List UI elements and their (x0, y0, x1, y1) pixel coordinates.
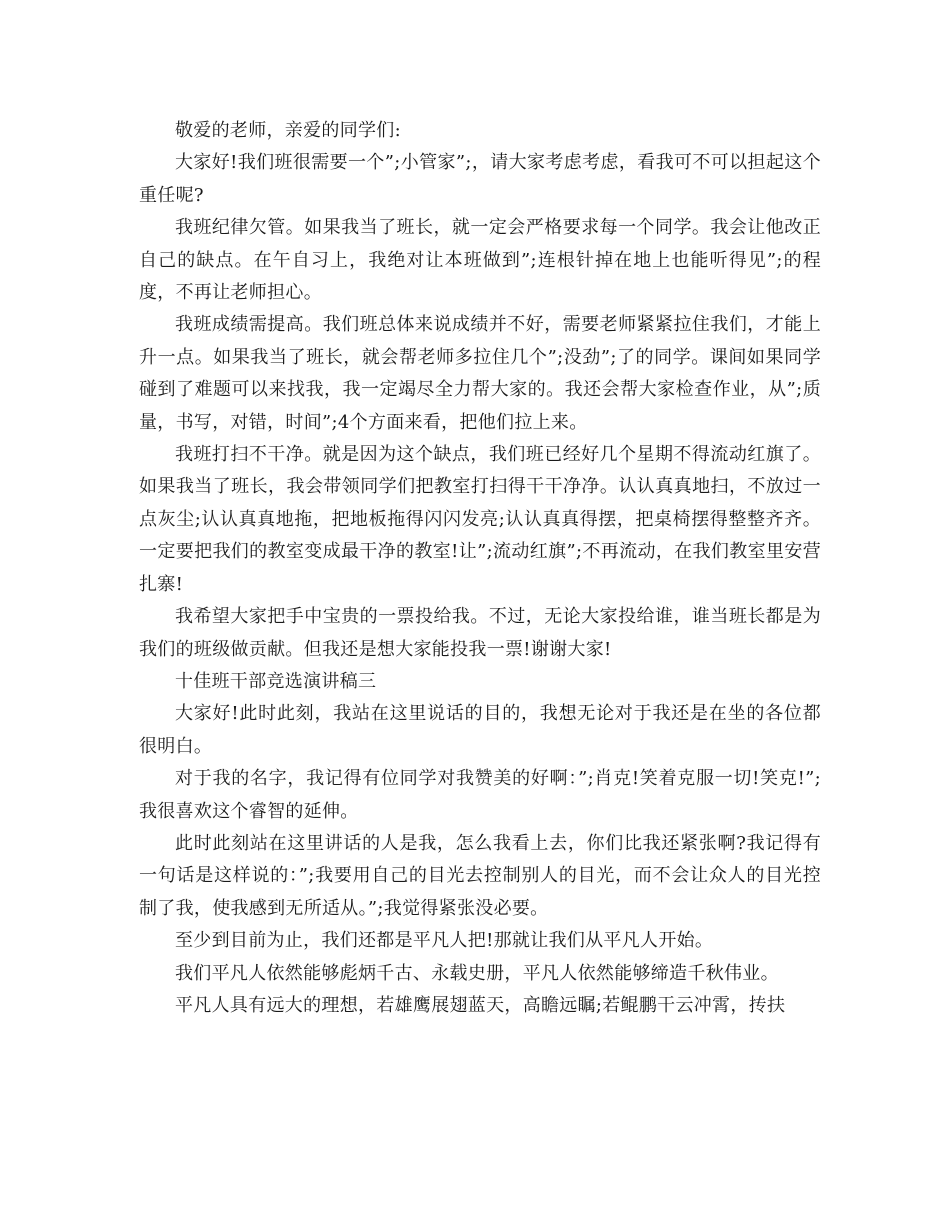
paragraph-ideals: 平凡人具有远大的理想，若雄鹰展翅蓝天，高瞻远瞩;若鲲鹏干云冲霄，抟扶 (175, 994, 786, 1016)
document-body (139, 115, 821, 1022)
paragraph-vote-request: 我希望大家把手中宝贵的一票投给我。不过，无论大家投给谁，谁当班长都是为我们的班级做贡献。但我还是想大家能投我一票!谢谢大家! (139, 606, 821, 660)
section-title: 十佳班干部竞选演讲稿三 (175, 670, 377, 692)
paragraph-grades: 我班成绩需提高。我们班总体来说成绩并不好，需要老师紧紧拉住我们，才能上升一点。如果我当了班长，就会帮老师多拉住几个”;没劲”;了的同学。课间如果同学碰到了难题可以来找我，我一定竭尽全力帮大家的。我还会帮大家检查作业，从”;质量，书写，对错，时间”;4个方面来看，把他们拉上来。 (139, 314, 821, 433)
paragraph-cleaning: 我班打扫不干净。就是因为这个缺点，我们班已经好几个星期不得流动红旗了。如果我当了班长，我会带领同学们把教室打扫得干干净净。认认真真地扫，不放过一点灰尘;认认真真地拖，把地板拖得闪闪发亮;认认真真得摆，把桌椅摆得整整齐齐。一定要把我们的教室变成最干净的教室!让”;流动红旗”;不再流动，在我们教室里安营扎寨! (139, 444, 821, 595)
paragraph-history: 我们平凡人依然能够彪炳千古、永载史册，平凡人依然能够缔造千秋伟业。 (175, 962, 779, 984)
paragraph-intro: 大家好!我们班很需要一个”;小管家”;，请大家考虑考虑，看我可不可以担起这个重任呢? (139, 152, 821, 206)
paragraph-speech-opening: 大家好!此时此刻，我站在这里说话的目的，我想无论对于我还是在坐的各位都很明白。 (139, 703, 821, 757)
paragraph-greeting: 敬爱的老师，亲爱的同学们: (175, 120, 401, 141)
paragraph-nervous: 此时此刻站在这里讲话的人是我，怎么我看上去，你们比我还紧张啊?我记得有一句话是这样说的：”;我要用自己的目光去控制别人的目光，而不会让众人的目光控制了我，使我感到无所适从。”;我觉得紧张没必要。 (139, 832, 821, 919)
paragraph-name: 对于我的名字，我记得有位同学对我赞美的好啊：”;肖克!笑着克服一切!笑克!”;我很喜欢这个睿智的延伸。 (139, 768, 821, 822)
paragraph-ordinary: 至少到目前为止，我们还都是平凡人把!那就让我们从平凡人开始。 (175, 930, 714, 952)
paragraph-discipline: 我班纪律欠管。如果我当了班长，就一定会严格要求每一个同学。我会让他改正自己的缺点。在午自习上，我绝对让本班做到”;连根针掉在地上也能听得见”;的程度，不再让老师担心。 (139, 217, 821, 304)
